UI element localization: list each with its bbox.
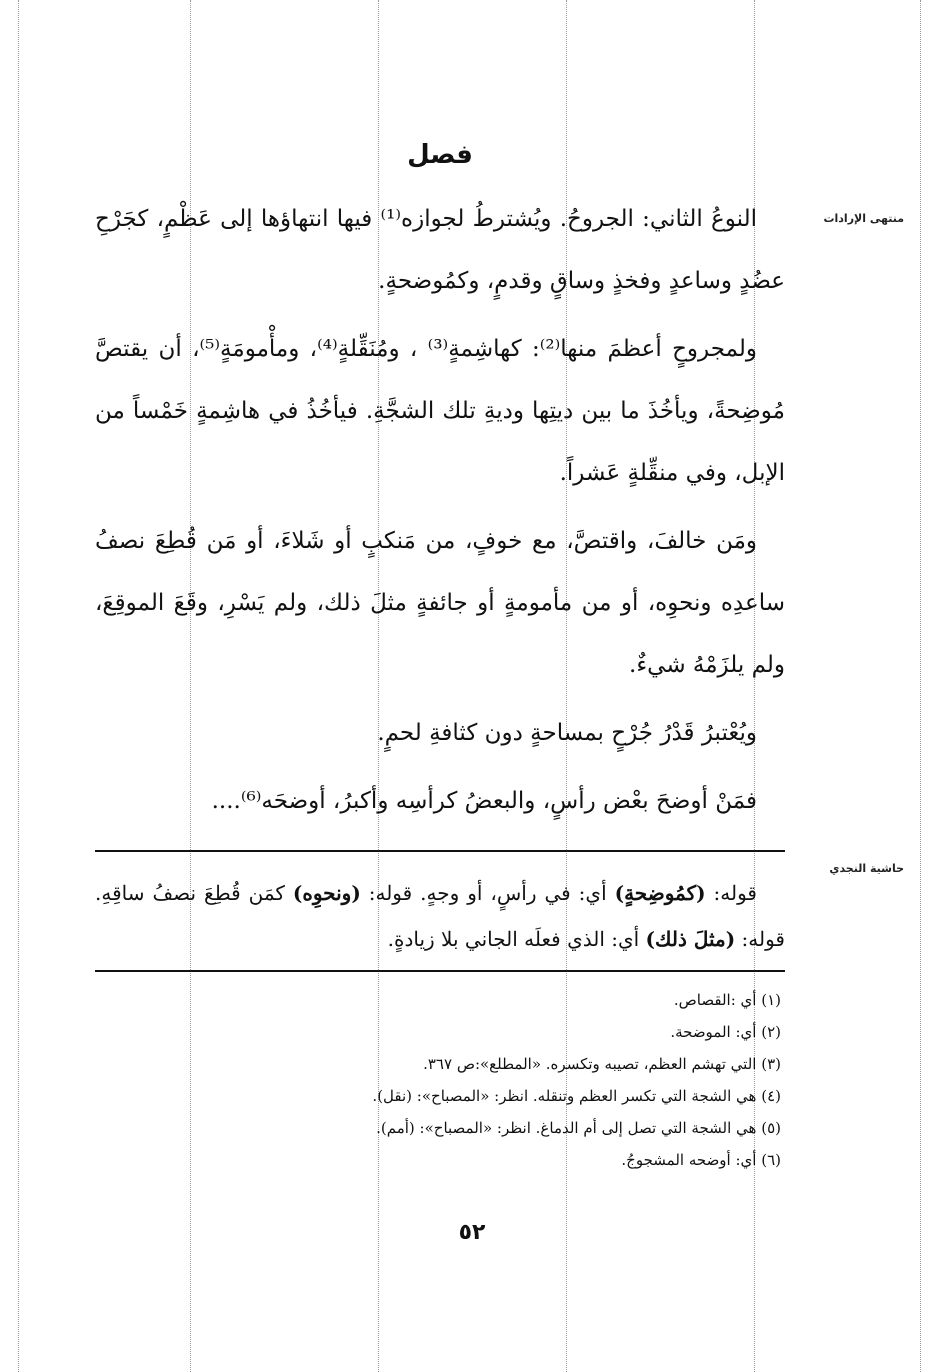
paragraph: النوعُ الثاني: الجروحُ. ويُشترطُ لجوازه⁽¹⁾ فيها انتهاؤها إلى عَظْمٍ، كجَرْحِ عضُدٍ وساعدٍ وفخذٍ وساقٍ وقدمٍ، وكمُوضحةٍ.	[95, 206, 785, 294]
side-label-source: منتهى الإرادات	[823, 212, 904, 225]
paragraph: ولمجروحٍ أعظمَ منها⁽²⁾: كهاشِمةٍ⁽³⁾ ، ومُنَقِّلةٍ⁽⁴⁾، ومأْمومَةٍ⁽⁵⁾، أن يقتصَّ مُوضِحةً، ويأخُذَ ما بين ديتِها وديةِ تلك الشجَّةِ. فيأخُذُ في هاشِمةٍ خَمْساً من الإبل، وفي منقِّلةٍ عَشراً.	[95, 336, 785, 486]
commentary-note	[95, 870, 785, 962]
note-text: كمَن قُطِعَ نصفُ ساقِهِ. قوله:	[95, 881, 785, 951]
paragraph: ويُعْتبرُ قَدْرُ جُرْحٍ بمساحةٍ دون كثافةِ لحمٍ.	[377, 720, 757, 746]
paragraph: ومَن خالفَ، واقتصَّ، مع خوفٍ، من مَنكبٍ أو شَلاءَ، أو مَن قُطِعَ نصفُ ساعدِه ونحوِه، أو من مأمومةٍ أو جائفةٍ مثلَ ذلك، ولم يَسْرِ، وقَعَ الموقِعَ، ولم يلزَمْهُ شيءٌ.	[95, 528, 785, 678]
note-keyword: (مثلَ ذلك)	[645, 927, 736, 951]
note-keyword: (ونحوِه)	[292, 881, 361, 905]
footnote: (٦) أي: أوضحه المشجوجُ.	[621, 1151, 781, 1169]
footnote: (٥) هي الشجة التي تصل إلى أم الدماغ. انظر: «المصباح»: (أمم).	[376, 1119, 781, 1137]
guide-line	[18, 0, 19, 1372]
footnote: (٤) هي الشجة التي تكسر العظم وتنقله. انظر: «المصباح»: (نقل).	[372, 1087, 781, 1105]
paragraph: فمَنْ أوضحَ بعْض رأسٍ، والبعضُ كرأسِه وأكبرُ، أوضحَه⁽⁶⁾....	[211, 788, 757, 814]
note-text: قوله:	[705, 881, 757, 905]
footnote: (١) أي :القصاص.	[673, 991, 781, 1009]
note-text: أي: في رأسٍ، أو وجهٍ. قوله:	[360, 881, 615, 905]
page-number: ٥٢	[458, 1220, 486, 1245]
footnote: (٢) أي: الموضحة.	[670, 1023, 781, 1041]
main-separator	[95, 850, 785, 852]
guide-line	[920, 0, 921, 1372]
footnote: (٣) التي تهشم العظم، تصيبه وتكسره. «المطلع»:ص ٣٦٧.	[423, 1055, 781, 1073]
footnote-separator	[95, 970, 785, 972]
side-label-notes: حاشية النجدي	[829, 862, 904, 875]
page-body	[95, 140, 785, 1176]
note-keyword: (كمُوضِحةٍ)	[614, 881, 706, 905]
section-title: فصل	[407, 140, 473, 170]
note-text: أي: الذي فعلَه الجاني بلا زيادةٍ.	[387, 927, 646, 951]
